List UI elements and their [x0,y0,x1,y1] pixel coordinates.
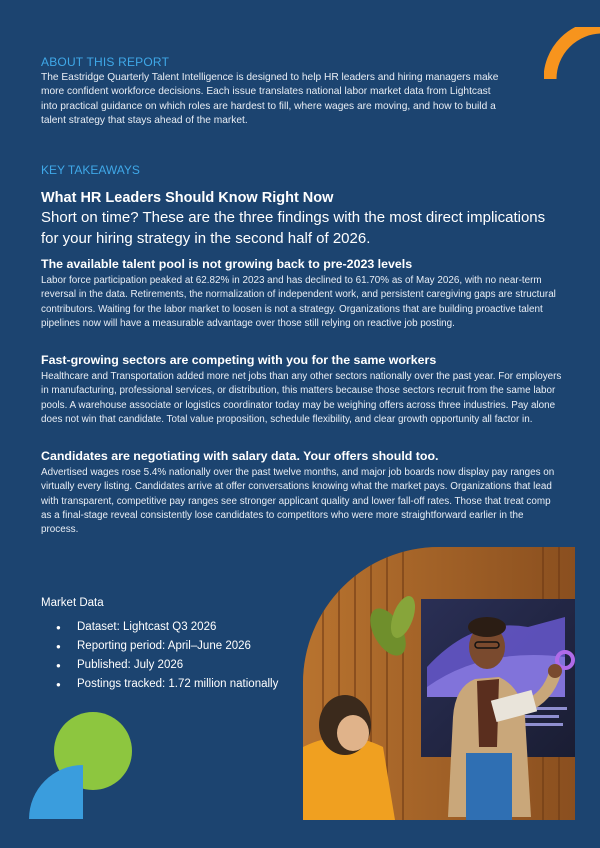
finding-body: Healthcare and Transportation added more net jobs than any other sectors nationally over the past year. For employers in manufacturing, professional services, or distribution, this matters because those sectors recruit from the same labor pools. A warehouse associate or logistics coordinator today may be weighing offers across three industries. Pay alone does not win that candidate. Total value proposition, schedule flexibility, and clear growth opportunity all factor in. [41,371,562,425]
presenter-photo-illustration [303,547,575,820]
key-takeaways-kicker: KEY TAKEAWAYS [41,163,140,177]
market-data-list [56,618,278,694]
about-kicker: ABOUT THIS REPORT [41,55,170,69]
presenter-photo [303,547,575,820]
market-data-item: ● Reporting period: April–June 2026 [56,637,278,656]
finding-title: The available talent pool is not growing back to pre-2023 levels [41,257,413,271]
market-data-item: ● Dataset: Lightcast Q3 2026 [56,618,278,637]
finding-sector-competition [41,352,563,427]
finding-title: Candidates are negotiating with salary data. Your offers should too. [41,449,439,463]
about-body: The Eastridge Quarterly Talent Intelligence is designed to help HR leaders and hiring managers make more confident workforce decisions. Each issue translates national labor market data from Lightcast into practical guidance on which roles are hardest to fill, where wages are moving, and how to build a talent strategy that stays ahead of the market. [41,72,499,126]
blue-quarter-circle-decoration [29,765,83,819]
finding-talent-pool [41,256,563,331]
orange-arc-decoration [544,27,600,91]
key-takeaways-heading: What HR Leaders Should Know Right Now [41,190,334,206]
finding-title: Fast-growing sectors are competing with you for the same workers [41,353,437,367]
key-takeaways-intro: Short on time? These are the three findings with the most direct implications for your hiring strategy in the second half of 2026. [41,209,546,247]
market-data-item: ● Published: July 2026 [56,656,278,675]
market-data-item: ● Postings tracked: 1.72 million nationally [56,675,278,694]
finding-body: Advertised wages rose 5.4% nationally over the past twelve months, and major job boards now display pay ranges on virtually every listing. Candidates arrive at offer conversations knowing what the market pays. Organizations that lead with transparent, competitive pay ranges see stronger applicant quality and lower fall-off rates. Those that treat comp as a final-stage reveal consistently lose candidates to competitors who were more straightforward earlier in the process. [41,467,555,536]
market-data-title: Market Data [41,597,104,609]
finding-salary-data [41,448,563,537]
finding-body: Labor force participation peaked at 62.82% in 2023 and has declined to 61.70% as of May 2026, with no near-term reversal in the data. Retirements, the normalization of independent work, and persistent caregiving gaps are structural contributors. Waiting for the labor market to loosen is not a strategy. Organizations that are building proactive talent pipelines now will have a measurable advantage over those still relying on reactive job posting. [41,275,556,329]
